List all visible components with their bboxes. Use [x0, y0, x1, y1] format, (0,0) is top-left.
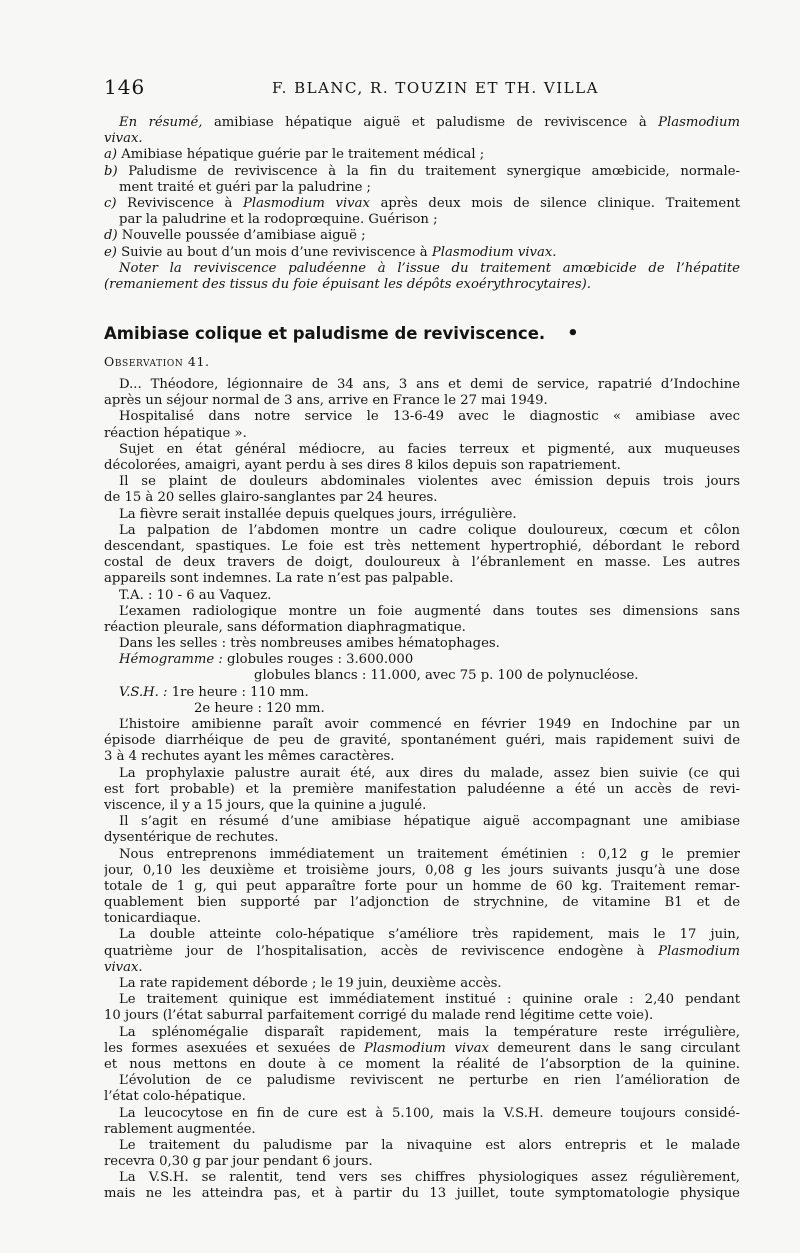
summary-line — [104, 212, 740, 228]
text-segment: de 15 à 20 selles glairo-sanglantes par 24 heures. — [104, 490, 438, 506]
text-segment: Hospitalisé dans notre service le 13-6-49 avec le diagnostic « amibiase avec — [119, 409, 740, 425]
body-line — [104, 1154, 740, 1170]
body-line — [104, 927, 740, 943]
body-line — [104, 393, 740, 409]
text-segment: Reviviscence à — [116, 195, 244, 211]
page — [104, 75, 740, 1203]
text-segment: globules blancs : 11.000, avec 75 p. 100 de polynucléose. — [254, 668, 639, 684]
text-segment: Nouvelle poussée d’amibiase aiguë ; — [117, 228, 366, 244]
text-segment: l’état colo-hépatique. — [104, 1089, 246, 1105]
body-line — [104, 458, 740, 474]
text-segment: L’histoire amibienne paraît avoir commencé en février 1949 en Indochine par un — [119, 717, 740, 732]
summary-line — [104, 180, 740, 196]
text-segment: Le traitement quinique est immédiatement institué : quinine orale : 2,40 pendant — [119, 992, 740, 1008]
body-line — [104, 944, 740, 960]
text-segment: après deux mois de silence clinique. Traitement — [369, 195, 740, 211]
summary-line — [104, 196, 740, 212]
text-segment: les formes asexuées et sexuées de — [104, 1040, 364, 1056]
body-line — [104, 1170, 740, 1186]
text-segment: jour, 0,10 les deuxième et troisième jours, 0,08 g les jours suivants jusqu’à une dose — [104, 862, 740, 878]
text-segment: quablement bien supporté par l’adjonction de strychnine, de vitamine B1 et de — [104, 895, 740, 911]
text-segment: rablement augmentée. — [104, 1121, 256, 1137]
text-segment: Nous entreprenons immédiatement un traitement émétinien : 0,12 g le premier — [119, 846, 740, 862]
summary-line — [104, 115, 740, 131]
summary-line — [104, 131, 740, 147]
text-segment: globules rouges : 3.600.000 — [222, 652, 414, 668]
text-segment: (remaniement des tissus du foie épuisant les dépôts exoérythrocytaires). — [104, 276, 591, 292]
text-segment: vivax. — [104, 959, 143, 975]
observation-body — [104, 377, 740, 1203]
body-line — [104, 604, 740, 620]
text-segment: Noter la reviviscence paludéenne à l’issue du traitement amœbicide de l’hépatite — [119, 260, 740, 276]
text-segment: descendant, spastiques. Le foie est très nettement hypertrophié, débordant le rebord — [104, 538, 740, 554]
text-segment: par la paludrine et la rodoprœquine. Guérison ; — [119, 212, 438, 228]
body-line — [104, 442, 740, 458]
text-segment: b) — [104, 163, 118, 179]
body-line — [104, 1089, 740, 1105]
text-segment: Il se plaint de douleurs abdominales violentes avec émission depuis trois jours — [119, 474, 740, 490]
body-line — [104, 1106, 740, 1122]
text-segment: Sujet en état général médiocre, au facies terreux et pigmenté, aux muqueuses — [119, 441, 740, 457]
text-segment: La V.S.H. se ralentit, tend vers ses chiffres physiologiques assez régulièrement, — [119, 1170, 740, 1186]
text-segment: Hémogramme : — [119, 652, 223, 668]
text-segment: totale de 1 g, qui peut apparaître forte pour un homme de 60 kg. Traitement remar- — [104, 878, 740, 894]
body-line — [104, 879, 740, 895]
text-segment: 3 à 4 rechutes ayant les mêmes caractères. — [104, 749, 395, 765]
text-segment: mais ne les atteindra pas, et à partir du 13 juillet, toute symptomatologie physique — [104, 1186, 740, 1202]
body-line — [104, 992, 740, 1008]
body-line — [104, 701, 740, 717]
body-line — [104, 976, 740, 992]
summary-line — [104, 164, 740, 180]
body-line — [104, 490, 740, 506]
body-line — [104, 409, 740, 425]
body-line — [104, 652, 740, 668]
page-number: 146 — [104, 75, 146, 99]
section-heading-text: Amibiase colique et paludisme de reviviscence. — [104, 324, 546, 344]
body-line — [104, 426, 740, 442]
summary-line — [104, 228, 740, 244]
body-line — [104, 1122, 740, 1138]
text-segment: Le traitement du paludisme par la nivaquine est alors entrepris et le malade — [119, 1137, 740, 1153]
text-segment: D... Théodore, légionnaire de 34 ans, 3 ans et demi de service, rapatrié d’Indochine — [119, 377, 740, 393]
summary-line — [104, 277, 740, 293]
text-segment: Plasmodium vivax. — [431, 244, 557, 260]
text-segment: réaction hépatique ». — [104, 425, 247, 441]
body-line — [104, 571, 740, 587]
body-line — [104, 782, 740, 798]
text-segment: dysentérique de rechutes. — [104, 830, 279, 846]
running-title: F. BLANC, R. TOUZIN ET TH. VILLA — [272, 79, 599, 97]
text-segment: L’évolution de ce paludisme reviviscent ne perturbe en rien l’amélioration de — [119, 1073, 740, 1089]
body-line — [104, 474, 740, 490]
running-header — [104, 75, 740, 101]
text-segment: demeurent dans le sang circulant — [488, 1040, 740, 1056]
text-segment: ment traité et guéri par la paludrine ; — [119, 179, 372, 195]
text-segment: décolorées, amaigri, ayant perdu à ses dires 8 kilos depuis son rapatriement. — [104, 458, 621, 473]
text-segment: tonicardiaque. — [104, 911, 201, 927]
text-segment: En résumé, — [119, 115, 203, 130]
text-segment: amibiase hépatique aiguë et paludisme de reviviscence à — [202, 115, 659, 130]
text-segment: costal de deux travers de doigt, douloureux à l’ébranlement en masse. Les autres — [104, 555, 740, 571]
body-line — [104, 668, 740, 684]
section-heading — [104, 323, 740, 345]
text-segment: V.S.H. : — [119, 684, 168, 700]
text-segment: La double atteinte colo-hépatique s’améliore très rapidement, mais le 17 juin, — [119, 927, 740, 943]
body-line — [104, 377, 740, 393]
body-line — [104, 863, 740, 879]
text-segment: et nous mettons en doute à ce moment la réalité de l’absorption de la quinine. — [104, 1056, 740, 1072]
text-segment: réaction pleurale, sans déformation diaphragmatique. — [104, 619, 466, 635]
text-segment: Suivie au bout d’un mois d’une reviviscence à — [116, 244, 432, 260]
body-line — [104, 766, 740, 782]
body-line — [104, 588, 740, 604]
body-line — [104, 620, 740, 636]
body-line — [104, 847, 740, 863]
text-segment: a) — [104, 147, 118, 163]
body-line — [104, 1008, 740, 1024]
text-segment: La palpation de l’abdomen montre un cadre colique douloureux, cœcum et côlon — [119, 522, 740, 538]
text-segment: e) — [104, 244, 117, 260]
text-segment: appareils sont indemnes. La rate n’est pas palpable. — [104, 571, 454, 587]
body-line — [104, 1073, 740, 1089]
text-segment: Plasmodium vivax — [363, 1040, 489, 1056]
observation-label: Observation 41. — [104, 354, 210, 370]
summary-block — [104, 115, 740, 293]
summary-line — [104, 261, 740, 277]
text-segment: La prophylaxie palustre aurait été, aux dires du malade, assez bien suivie (ce qui — [119, 765, 740, 781]
text-segment: Dans les selles : très nombreuses amibes hématophages. — [119, 636, 500, 652]
body-line — [104, 555, 740, 571]
text-segment: La rate rapidement déborde ; le 19 juin, deuxième accès. — [119, 976, 502, 991]
text-segment: 2e heure : 120 mm. — [194, 700, 325, 716]
body-line — [104, 507, 740, 523]
text-segment: T.A. : 10 - 6 au Vaquez. — [119, 587, 272, 603]
body-line — [104, 733, 740, 749]
body-line — [104, 911, 740, 927]
body-line — [104, 1138, 740, 1154]
summary-line — [104, 147, 740, 163]
body-line — [104, 749, 740, 765]
text-segment: après un séjour normal de 3 ans, arrive en France le 27 mai 1949. — [104, 393, 548, 409]
text-segment: Plasmodium vivax — [243, 195, 370, 211]
body-line — [104, 685, 740, 701]
text-segment: Paludisme de reviviscence à la fin du traitement synergique amœbicide, normale- — [117, 163, 740, 179]
text-segment: recevra 0,30 g par jour pendant 6 jours. — [104, 1154, 373, 1170]
body-line — [104, 523, 740, 539]
text-segment: Il s’agit en résumé d’une amibiase hépatique aiguë accompagnant une amibiase — [119, 814, 740, 830]
body-line — [104, 814, 740, 830]
text-segment: quatrième jour de l’hospitalisation, accès de reviviscence endogène à — [104, 943, 659, 959]
text-segment: c) — [104, 195, 117, 211]
body-line — [104, 539, 740, 555]
body-line — [104, 830, 740, 846]
stray-dot: • — [567, 323, 579, 345]
text-segment: L’examen radiologique montre un foie augmenté dans toutes ses dimensions sans — [119, 603, 740, 619]
text-segment: d) — [104, 228, 118, 244]
text-segment: La splénomégalie disparaît rapidement, mais la température reste irrégulière, — [119, 1024, 740, 1040]
body-line — [104, 717, 740, 733]
summary-line — [104, 245, 740, 261]
text-segment: vivax. — [104, 131, 143, 147]
body-line — [104, 636, 740, 652]
body-line — [104, 798, 740, 814]
body-line — [104, 1025, 740, 1041]
body-line — [104, 1057, 740, 1073]
body-line — [104, 1041, 740, 1057]
body-line — [104, 960, 740, 976]
text-segment: épisode diarrhéique de peu de gravité, spontanément guéri, mais rapidement suivi de — [104, 733, 740, 749]
text-segment: Amibiase hépatique guérie par le traitement médical ; — [117, 147, 485, 163]
body-line — [104, 1186, 740, 1202]
text-segment: est fort probable) et la première manifestation paludéenne a été un accès de revi- — [104, 781, 740, 797]
body-line — [104, 895, 740, 911]
text-segment: 1re heure : 110 mm. — [167, 684, 309, 700]
text-segment: La leucocytose en fin de cure est à 5.100, mais la V.S.H. demeure toujours considé- — [119, 1105, 740, 1121]
text-segment: 10 jours (l’état saburral parfaitement corrigé du malade rend légitime cette voie). — [104, 1008, 654, 1024]
text-segment: Plasmodium — [658, 943, 740, 959]
text-segment: Plasmodium — [658, 115, 740, 130]
text-segment: viscence, il y a 15 jours, que la quinine a jugulé. — [104, 797, 427, 813]
text-segment: La fièvre serait installée depuis quelques jours, irrégulière. — [119, 506, 517, 522]
